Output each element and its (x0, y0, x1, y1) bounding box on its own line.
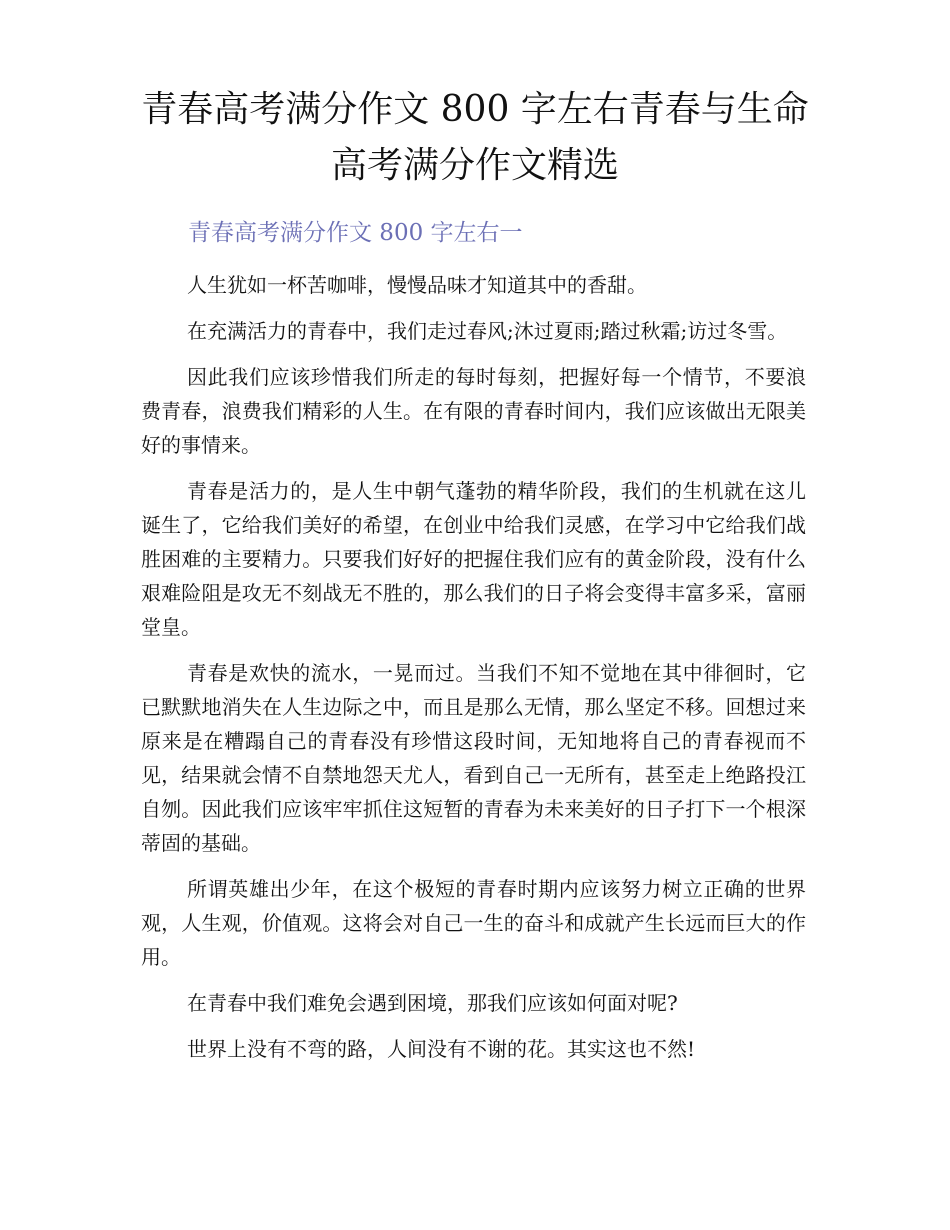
document-title-line-2: 高考满分作文精选 (330, 145, 619, 186)
paragraph-3: 因此我们应该珍惜我们所走的每时每刻，把握好每一个情节，不要浪费青春，浪费我们精彩的人生。在有限的青春时间内，我们应该做出无限美好的事情来。 (141, 365, 806, 457)
paragraph-4: 青春是活力的，是人生中朝气蓬勃的精华阶段，我们的生机就在这儿诞生了，它给我们美好的希望，在创业中给我们灵感，在学习中它给我们战胜困难的主要精力。只要我们好好的把握住我们应有的黄金阶段，没有什么艰难险阻是攻无不刻战无不胜的，那么我们的日子将会变得丰富多采，富丽堂皇。 (141, 479, 806, 639)
document-title-line-1: 青春高考满分作文 800 字左右青春与生命 (141, 89, 809, 130)
paragraph-1: 人生犹如一杯苦咖啡，慢慢品味才知道其中的香甜。 (187, 273, 647, 297)
essay-body (141, 268, 806, 1078)
paragraph-7: 在青春中我们难免会遇到困境，那我们应该如何面对呢? (187, 991, 678, 1015)
paragraph-5: 青春是欢快的流水，一晃而过。当我们不知不觉地在其中徘徊时，它已默默地消失在人生边际之中，而且是那么无情，那么坚定不移。回想过来原来是在糟蹋自己的青春没有珍惜这段时间，无知地将自己的青春视而不见，结果就会情不自禁地怨天尤人，看到自己一无所有，甚至走上绝路投江自刎。因此我们应该牢牢抓住这短暂的青春为未来美好的日子打下一个根深蒂固的基础。 (141, 661, 806, 855)
section-heading: 青春高考满分作文 800 字左右一 (188, 220, 523, 246)
paragraph-2: 在充满活力的青春中，我们走过春风;沐过夏雨;踏过秋霜;访过冬雪。 (187, 319, 788, 343)
paragraph-8: 世界上没有不弯的路，人间没有不谢的花。其实这也不然! (187, 1037, 696, 1061)
paragraph-6: 所谓英雄出少年，在这个极短的青春时期内应该努力树立正确的世界观，人生观，价值观。这将会对自己一生的奋斗和成就产生长远而巨大的作用。 (141, 877, 806, 969)
document-title (100, 82, 850, 194)
